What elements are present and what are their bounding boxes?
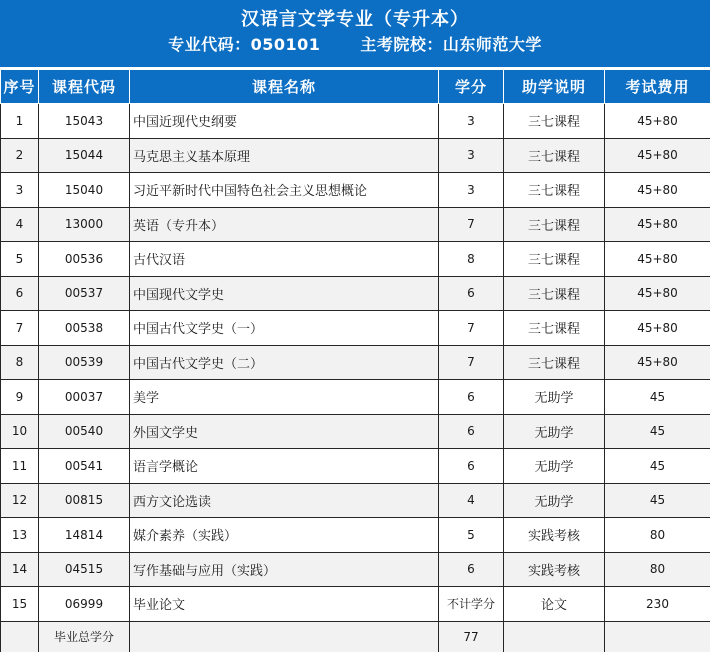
total-row: [1, 621, 710, 652]
cell-credit: 7: [439, 345, 504, 380]
cell-help: 三七课程: [504, 276, 605, 311]
cell-no: 15: [1, 587, 39, 622]
cell-name: 外国文学史: [130, 414, 439, 449]
cell-credit: 7: [439, 311, 504, 346]
cell-code: 00541: [39, 449, 130, 484]
cell-fee: 45+80: [605, 276, 710, 311]
cell-no: 7: [1, 311, 39, 346]
cell-no: 9: [1, 380, 39, 415]
cell-credit: 3: [439, 173, 504, 208]
cell-code: 00538: [39, 311, 130, 346]
cell-help: 三七课程: [504, 173, 605, 208]
cell-fee: 80: [605, 518, 710, 553]
cell-help: 三七课程: [504, 242, 605, 277]
cell-help: 无助学: [504, 449, 605, 484]
cell-help: 三七课程: [504, 207, 605, 242]
major-subtitle: [0, 33, 710, 57]
cell-help: 无助学: [504, 414, 605, 449]
cell-no: [1, 621, 39, 652]
column-header-help: 助学说明: [504, 70, 605, 104]
cell-code: 00037: [39, 380, 130, 415]
cell-code: 00539: [39, 345, 130, 380]
cell-help: 实践考核: [504, 518, 605, 553]
table-row: [1, 380, 710, 415]
cell-credit: 6: [439, 380, 504, 415]
cell-credit: 6: [439, 449, 504, 484]
table-row: [1, 345, 710, 380]
cell-fee: [605, 621, 710, 652]
column-header-credit: 学分: [439, 70, 504, 104]
cell-credit: 6: [439, 276, 504, 311]
cell-code: 06999: [39, 587, 130, 622]
cell-help: 三七课程: [504, 104, 605, 139]
cell-code: 00540: [39, 414, 130, 449]
cell-no: 3: [1, 173, 39, 208]
cell-fee: 45+80: [605, 207, 710, 242]
column-header-code: 课程代码: [39, 70, 130, 104]
cell-no: 14: [1, 552, 39, 587]
cell-name: [130, 621, 439, 652]
cell-fee: 80: [605, 552, 710, 587]
table-row: [1, 104, 710, 139]
cell-no: 5: [1, 242, 39, 277]
cell-fee: 45: [605, 449, 710, 484]
cell-name: 中国古代文学史（一）: [130, 311, 439, 346]
cell-name: 中国现代文学史: [130, 276, 439, 311]
cell-no: 1: [1, 104, 39, 139]
cell-code: 13000: [39, 207, 130, 242]
cell-fee: 45+80: [605, 242, 710, 277]
table-row: [1, 449, 710, 484]
table-row: [1, 587, 710, 622]
cell-name: 写作基础与应用（实践）: [130, 552, 439, 587]
title-banner: [0, 0, 710, 67]
table-row: [1, 414, 710, 449]
cell-name: 古代汉语: [130, 242, 439, 277]
table-row: [1, 173, 710, 208]
cell-help: 三七课程: [504, 345, 605, 380]
total-label: 毕业总学分: [39, 621, 130, 652]
cell-no: 6: [1, 276, 39, 311]
total-credit: 77: [439, 621, 504, 652]
cell-credit: 8: [439, 242, 504, 277]
cell-fee: 45+80: [605, 311, 710, 346]
cell-name: 语言学概论: [130, 449, 439, 484]
table-row: [1, 242, 710, 277]
cell-name: 毕业论文: [130, 587, 439, 622]
cell-code: 15040: [39, 173, 130, 208]
cell-code: 00537: [39, 276, 130, 311]
cell-no: 13: [1, 518, 39, 553]
cell-fee: 45+80: [605, 173, 710, 208]
table-row: [1, 276, 710, 311]
cell-code: 14814: [39, 518, 130, 553]
cell-no: 8: [1, 345, 39, 380]
table-row: [1, 483, 710, 518]
cell-name: 美学: [130, 380, 439, 415]
table-row: [1, 518, 710, 553]
cell-help: 无助学: [504, 483, 605, 518]
cell-credit: 7: [439, 207, 504, 242]
cell-no: 4: [1, 207, 39, 242]
major-title: 汉语言文学专业（专升本）: [241, 9, 469, 30]
cell-fee: 45+80: [605, 345, 710, 380]
table-row: [1, 138, 710, 173]
cell-name: 习近平新时代中国特色社会主义思想概论: [130, 173, 439, 208]
cell-credit: 3: [439, 138, 504, 173]
table-body: [1, 104, 710, 652]
cell-credit: 不计学分: [439, 587, 504, 622]
cell-code: 15044: [39, 138, 130, 173]
table-row: [1, 207, 710, 242]
cell-fee: 230: [605, 587, 710, 622]
cell-credit: 3: [439, 104, 504, 139]
cell-fee: 45: [605, 414, 710, 449]
column-header-name: 课程名称: [130, 70, 439, 104]
course-table: [0, 69, 710, 652]
cell-help: 论文: [504, 587, 605, 622]
cell-name: 中国近现代史纲要: [130, 104, 439, 139]
cell-no: 10: [1, 414, 39, 449]
column-header-fee: 考试费用: [605, 70, 710, 104]
cell-help: 三七课程: [504, 311, 605, 346]
cell-name: 马克思主义基本原理: [130, 138, 439, 173]
exam-school: 主考院校：山东师范大学: [360, 35, 542, 54]
cell-help: 三七课程: [504, 138, 605, 173]
cell-fee: 45: [605, 483, 710, 518]
cell-help: [504, 621, 605, 652]
cell-no: 11: [1, 449, 39, 484]
cell-fee: 45+80: [605, 138, 710, 173]
table-header-row: [1, 70, 710, 104]
cell-code: 00815: [39, 483, 130, 518]
cell-credit: 6: [439, 552, 504, 587]
cell-name: 媒介素养（实践）: [130, 518, 439, 553]
cell-help: 实践考核: [504, 552, 605, 587]
cell-no: 2: [1, 138, 39, 173]
cell-no: 12: [1, 483, 39, 518]
cell-credit: 5: [439, 518, 504, 553]
cell-help: 无助学: [504, 380, 605, 415]
column-header-no: 序号: [1, 70, 39, 104]
cell-credit: 4: [439, 483, 504, 518]
cell-credit: 6: [439, 414, 504, 449]
cell-code: 04515: [39, 552, 130, 587]
table-row: [1, 552, 710, 587]
cell-name: 中国古代文学史（二）: [130, 345, 439, 380]
cell-fee: 45+80: [605, 104, 710, 139]
cell-code: 00536: [39, 242, 130, 277]
major-code: 专业代码：050101: [168, 35, 321, 54]
cell-fee: 45: [605, 380, 710, 415]
table-row: [1, 311, 710, 346]
cell-name: 英语（专升本）: [130, 207, 439, 242]
cell-name: 西方文论选读: [130, 483, 439, 518]
cell-code: 15043: [39, 104, 130, 139]
